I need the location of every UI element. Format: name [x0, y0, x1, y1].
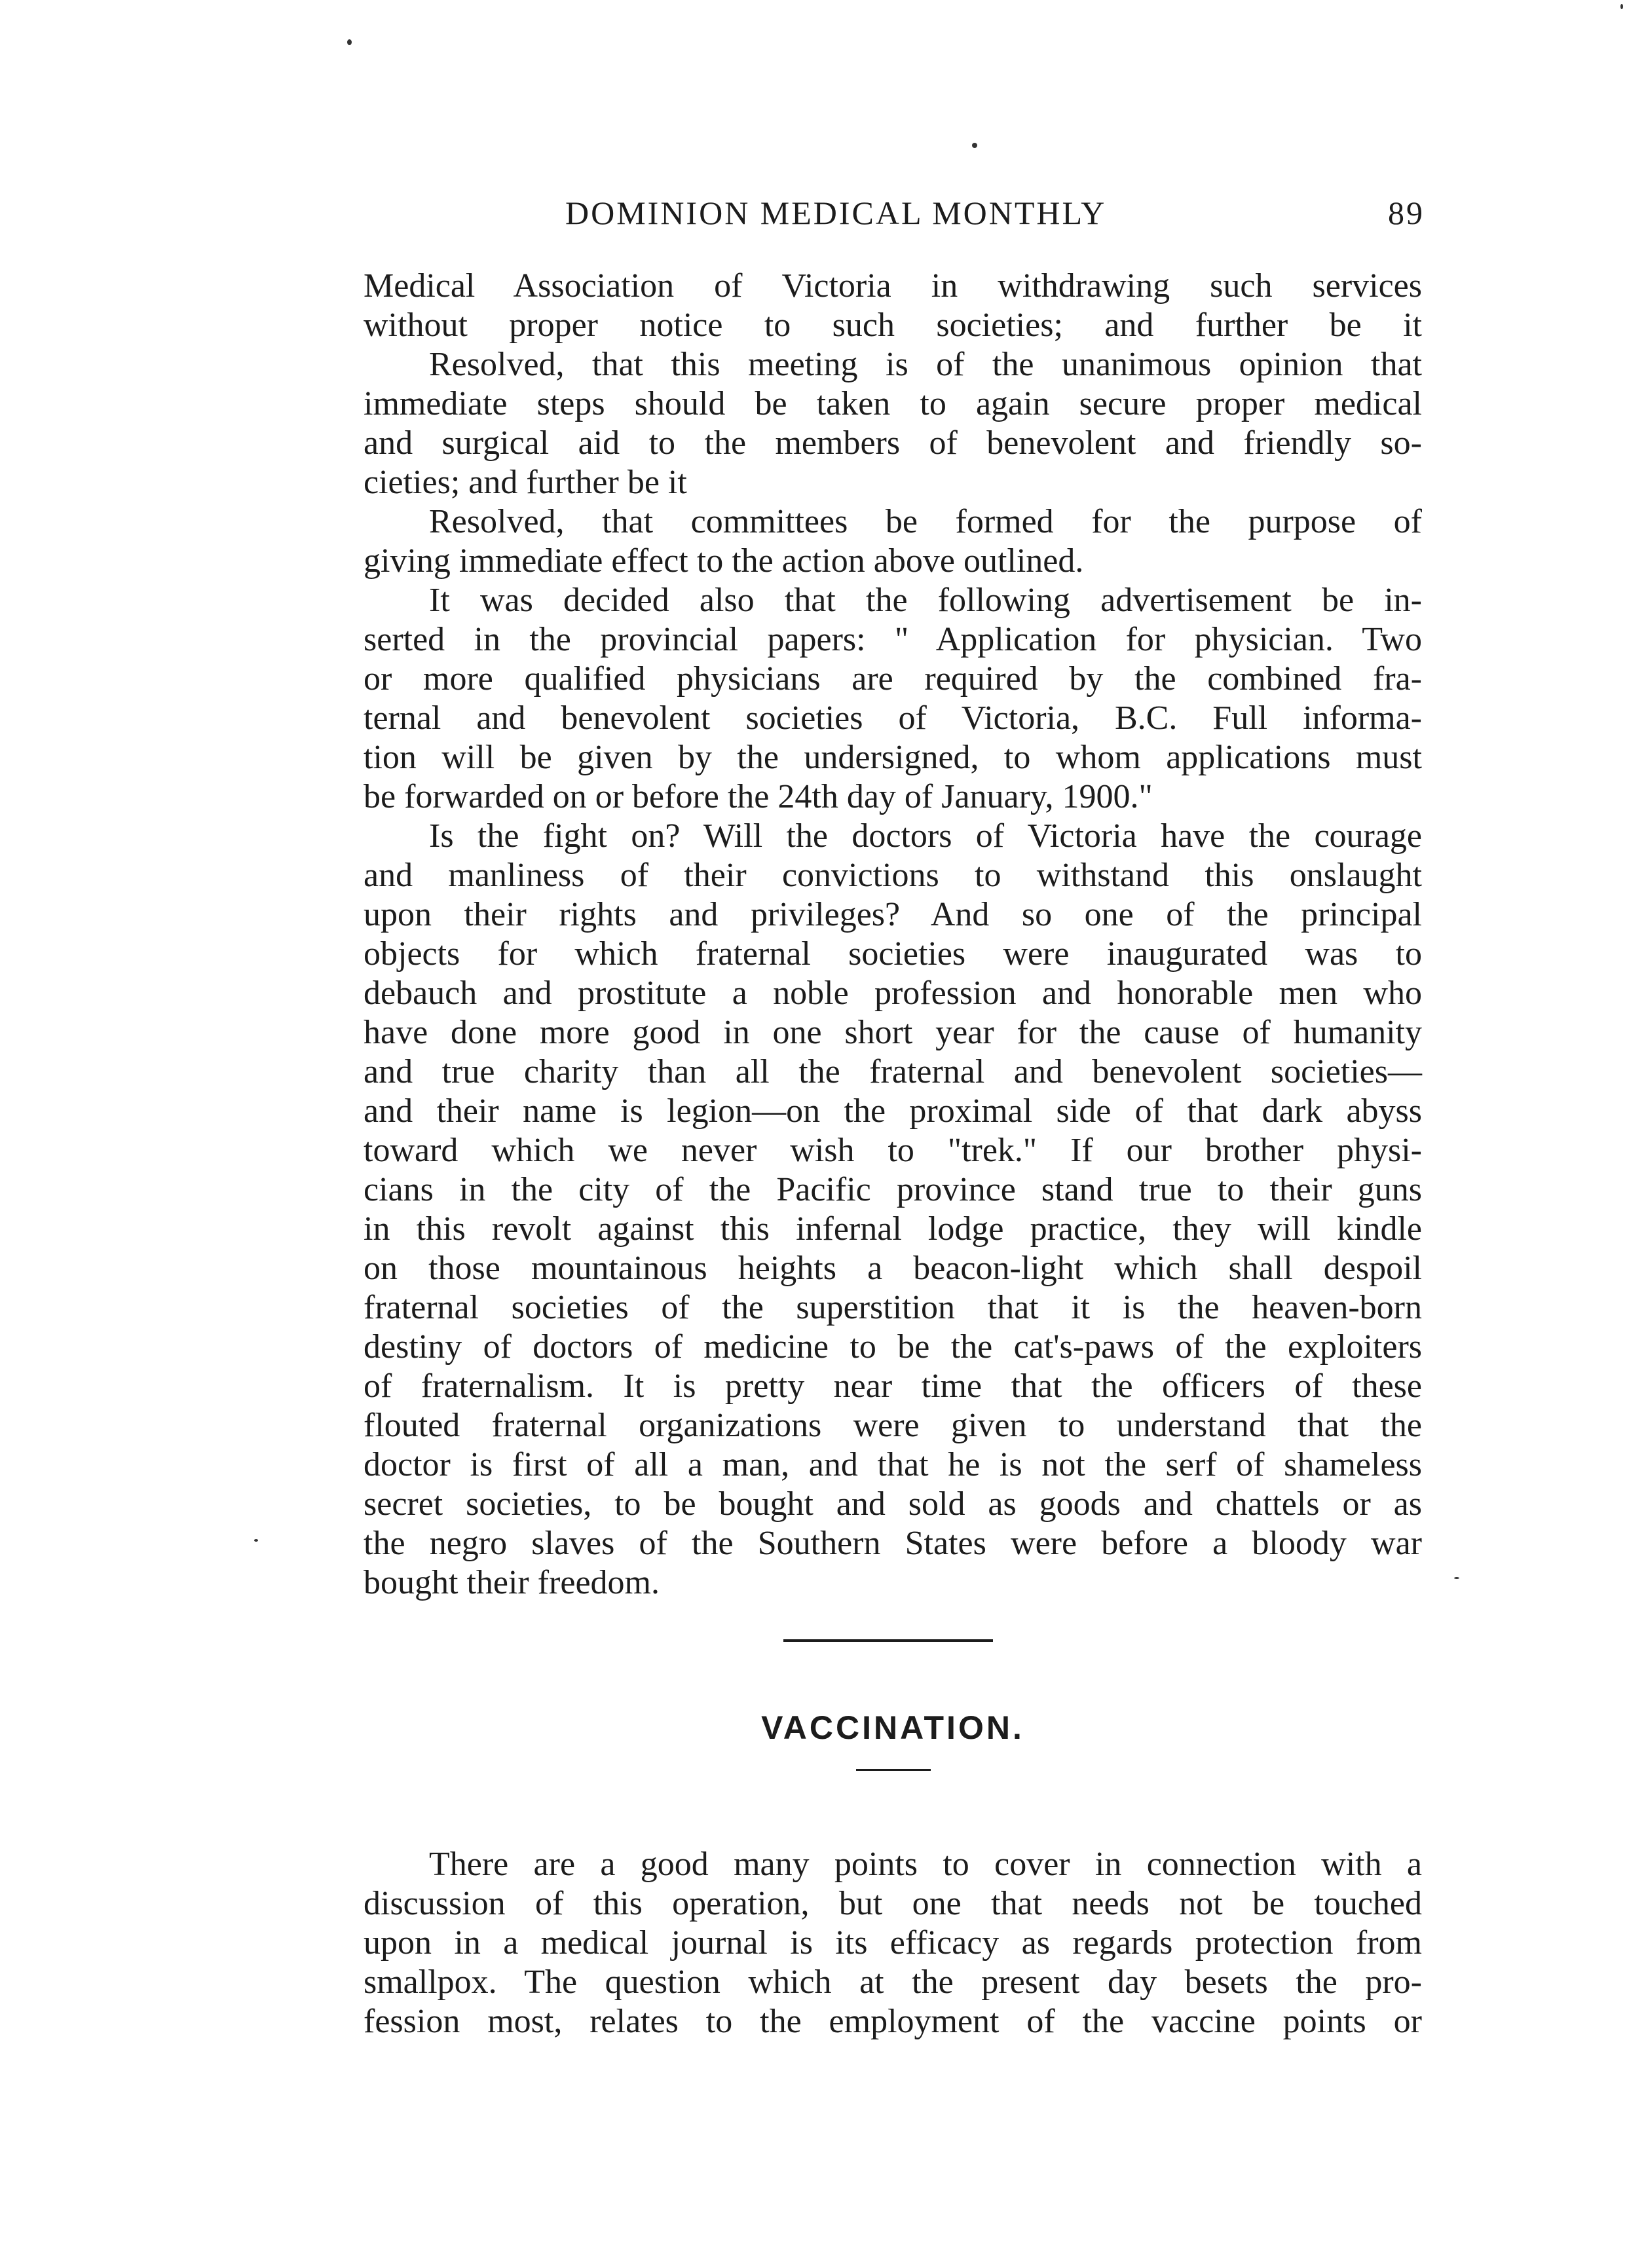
text-line: have done more good in one short year for the cause of humanity — [364, 1014, 1422, 1051]
text-line: It was decided also that the following advertisement be in- — [429, 582, 1422, 619]
text-line: tion will be given by the undersigned, to whom applications must — [364, 739, 1422, 776]
text-line: upon in a medical journal is its efficacy as regards protection from — [364, 1924, 1422, 1961]
text-line: Resolved, that committees be formed for the purpose of — [429, 503, 1422, 540]
text-line: of fraternalism. It is pretty near time that the officers of these — [364, 1367, 1422, 1405]
text-line: without proper notice to such societies; and further be it — [364, 307, 1422, 344]
text-line: flouted fraternal organizations were given to understand that the — [364, 1407, 1422, 1444]
text-line: be forwarded on or before the 24th day of January, 1900." — [364, 778, 1153, 815]
scan-speck — [972, 143, 977, 148]
text-line: giving immediate effect to the action above outlined. — [364, 542, 1084, 580]
text-line: doctor is first of all a man, and that he is not the serf of shameless — [364, 1446, 1422, 1483]
text-line: toward which we never wish to "trek." If our brother physi- — [364, 1132, 1422, 1169]
text-line: and manliness of their convictions to withstand this onslaught — [364, 857, 1422, 894]
section-divider-rule — [783, 1639, 993, 1642]
text-line: on those mountainous heights a beacon-light which shall despoil — [364, 1250, 1422, 1287]
text-line: secret societies, to be bought and sold as goods and chattels or as — [364, 1485, 1422, 1523]
text-line: bought their freedom. — [364, 1564, 660, 1601]
text-line: serted in the provincial papers: " Application for physician. Two — [364, 621, 1422, 658]
text-line: cians in the city of the Pacific province stand true to their guns — [364, 1171, 1422, 1208]
text-line: and surgical aid to the members of benevolent and friendly so- — [364, 424, 1422, 462]
scan-speck — [347, 39, 352, 45]
text-line: debauch and prostitute a noble profession and honorable men who — [364, 975, 1422, 1012]
text-line: cieties; and further be it — [364, 464, 687, 501]
text-line: in this revolt against this infernal lodge practice, they will kindle — [364, 1210, 1422, 1248]
page-number: 89 — [1388, 195, 1425, 231]
text-line: destiny of doctors of medicine to be the cat's-paws of the exploiters — [364, 1328, 1422, 1366]
text-line: and their name is legion—on the proximal side of that dark abyss — [364, 1092, 1422, 1130]
text-line: fession most, relates to the employment of the vaccine points or — [364, 2003, 1422, 2040]
scan-speck — [254, 1539, 258, 1542]
running-title: DOMINION MEDICAL MONTHLY — [565, 195, 1107, 231]
text-line: objects for which fraternal societies were inaugurated was to — [364, 935, 1422, 973]
text-line: upon their rights and privileges? And so one of the principal — [364, 896, 1422, 933]
text-line: discussion of this operation, but one that needs not be touched — [364, 1885, 1422, 1922]
text-line: fraternal societies of the superstition that it is the heaven-born — [364, 1289, 1422, 1326]
text-line: or more qualified physicians are required by the combined fra- — [364, 660, 1422, 697]
section-heading: VACCINATION. — [761, 1709, 1024, 1746]
scan-speck — [1454, 1577, 1459, 1579]
heading-underline-rule — [856, 1769, 931, 1771]
text-line: Is the fight on? Will the doctors of Victoria have the courage — [429, 817, 1422, 855]
running-head — [364, 194, 1425, 240]
text-line: Resolved, that this meeting is of the unanimous opinion that — [429, 346, 1422, 383]
text-line: smallpox. The question which at the present day besets the pro- — [364, 1963, 1422, 2001]
text-line: There are a good many points to cover in connection with a — [429, 1846, 1422, 1883]
text-line: Medical Association of Victoria in withdrawing such services — [364, 267, 1422, 305]
text-line: and true charity than all the fraternal and benevolent societies— — [364, 1053, 1422, 1090]
text-line: immediate steps should be taken to again secure proper medical — [364, 385, 1422, 422]
scan-speck — [1620, 4, 1623, 9]
text-line: ternal and benevolent societies of Victoria, B.C. Full informa- — [364, 699, 1422, 737]
text-line: the negro slaves of the Southern States were before a bloody war — [364, 1525, 1422, 1562]
